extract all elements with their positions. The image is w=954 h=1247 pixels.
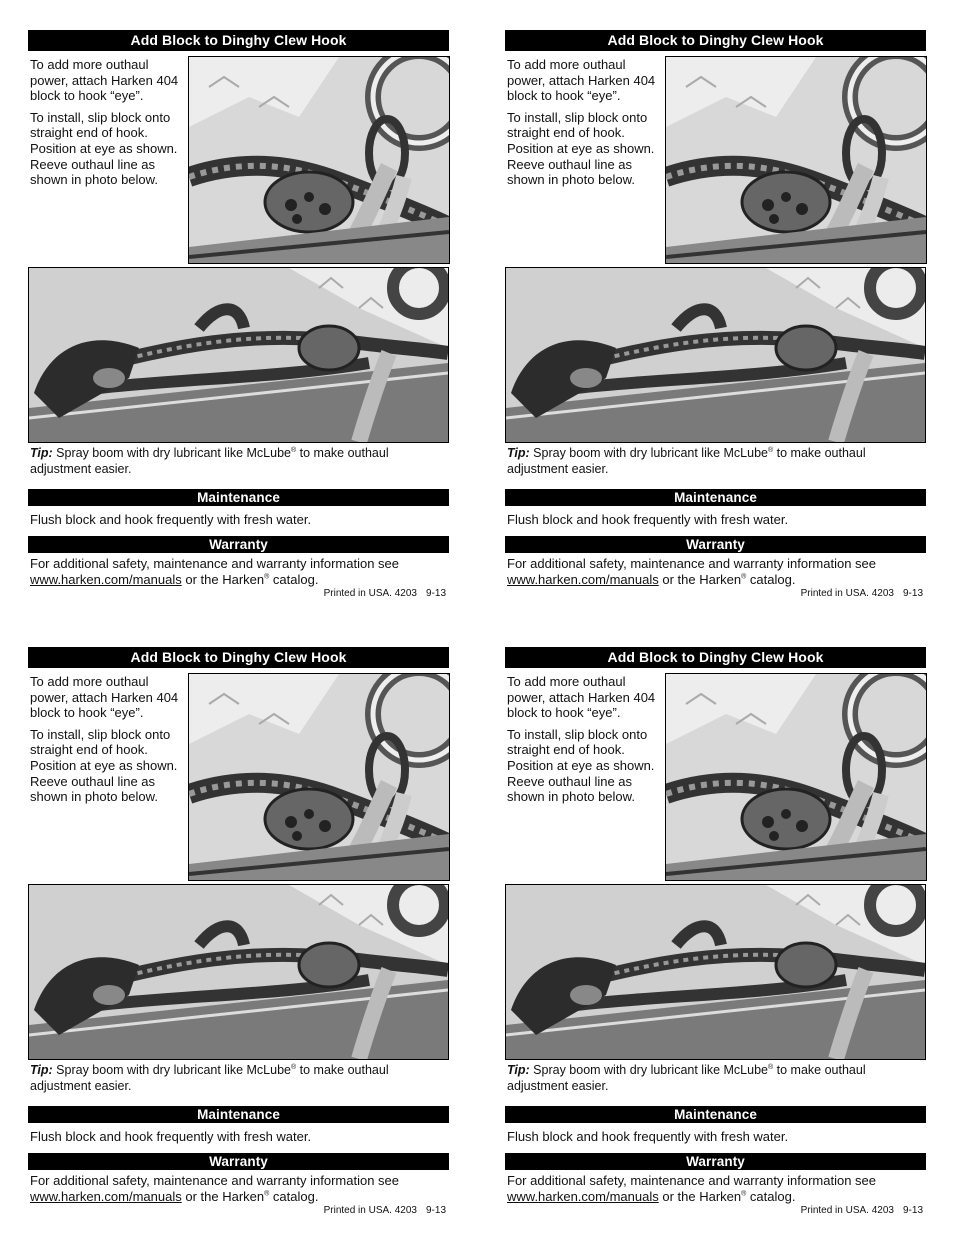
tip-body-a: Spray boom with dry lubricant like McLube (529, 446, 768, 460)
warranty-body-b: or the Harken (181, 571, 265, 587)
printed-in-usa: Printed in USA. 4203 (323, 1205, 417, 1216)
maintenance-text: Flush block and hook frequently with fresh water. (30, 512, 312, 527)
warranty-body-c: catalog. (269, 1188, 319, 1204)
section-header-add-block: Add Block to Dinghy Clew Hook (505, 30, 926, 51)
manuals-link[interactable]: www.harken.com/manuals (507, 1188, 659, 1204)
registered-mark: ® (768, 1063, 774, 1071)
warranty-text (507, 1173, 925, 1204)
tip-body-a: Spray boom with dry lubricant like McLube (52, 1063, 291, 1077)
instruction-card (505, 647, 926, 1247)
intro-paragraph-1: To add more outhaul power, attach Harken 404 block to hook “eye”. (507, 57, 656, 104)
intro-paragraph-1: To add more outhaul power, attach Harken 404 block to hook “eye”. (30, 674, 179, 721)
section-header-warranty: Warranty (505, 1153, 926, 1170)
block-on-hook-photo (188, 56, 450, 264)
warranty-body-a: For additional safety, maintenance and warranty information see (507, 1173, 877, 1188)
tip-label: Tip: (507, 1063, 530, 1077)
warranty-body-a: For additional safety, maintenance and warranty information see (507, 556, 877, 571)
warranty-body-a: For additional safety, maintenance and warranty information see (30, 556, 400, 571)
intro-text (507, 57, 659, 194)
date-code: 9-13 (425, 1205, 446, 1216)
printed-in-usa: Printed in USA. 4203 (800, 1205, 894, 1216)
tip-text (30, 1063, 448, 1094)
tip-label: Tip: (507, 446, 530, 460)
intro-text (507, 674, 659, 811)
warranty-text (30, 556, 448, 587)
section-header-add-block: Add Block to Dinghy Clew Hook (28, 30, 449, 51)
tip-label: Tip: (30, 446, 53, 460)
warranty-text (30, 1173, 448, 1204)
registered-mark: ® (291, 446, 297, 454)
section-header-maintenance: Maintenance (28, 489, 449, 506)
section-header-add-block: Add Block to Dinghy Clew Hook (505, 647, 926, 668)
intro-paragraph-2: To install, slip block onto straight end of hook. Position at eye as shown. Reeve outhaul line as shown in photo below. (30, 109, 178, 188)
manuals-link[interactable]: www.harken.com/manuals (507, 571, 659, 587)
date-code: 9-13 (425, 588, 446, 599)
printed-in-usa: Printed in USA. 4203 (323, 588, 417, 599)
tip-body-b: to make outhaul adjustment easier. (30, 446, 389, 476)
intro-paragraph-2: To install, slip block onto straight end of hook. Position at eye as shown. Reeve outhaul line as shown in photo below. (30, 726, 178, 805)
block-on-hook-photo (665, 56, 927, 264)
registered-mark: ® (291, 1063, 297, 1071)
maintenance-text: Flush block and hook frequently with fresh water. (507, 512, 789, 527)
date-code: 9-13 (902, 1205, 923, 1216)
warranty-body-c: catalog. (746, 1188, 796, 1204)
warranty-body-a: For additional safety, maintenance and warranty information see (30, 1173, 400, 1188)
intro-paragraph-2: To install, slip block onto straight end of hook. Position at eye as shown. Reeve outhaul line as shown in photo below. (507, 726, 655, 805)
block-on-hook-photo (665, 673, 927, 881)
section-header-add-block: Add Block to Dinghy Clew Hook (28, 647, 449, 668)
warranty-body-c: catalog. (746, 571, 796, 587)
registered-mark: ® (264, 1190, 270, 1198)
reeved-outhaul-photo (505, 884, 926, 1060)
section-header-maintenance: Maintenance (28, 1106, 449, 1123)
warranty-body-b: or the Harken (658, 1188, 742, 1204)
warranty-body-b: or the Harken (181, 1188, 265, 1204)
print-info (801, 588, 923, 599)
tip-label: Tip: (30, 1063, 53, 1077)
block-on-hook-photo (188, 673, 450, 881)
tip-text (30, 446, 448, 477)
print-info (324, 1205, 446, 1216)
printed-in-usa: Printed in USA. 4203 (800, 588, 894, 599)
intro-text (30, 57, 182, 194)
instruction-card (505, 30, 926, 630)
manuals-link[interactable]: www.harken.com/manuals (30, 571, 182, 587)
section-header-warranty: Warranty (28, 1153, 449, 1170)
intro-paragraph-1: To add more outhaul power, attach Harken 404 block to hook “eye”. (507, 674, 656, 721)
reeved-outhaul-photo (28, 267, 449, 443)
registered-mark: ® (741, 1190, 747, 1198)
tip-body-b: to make outhaul adjustment easier. (507, 446, 866, 476)
section-header-maintenance: Maintenance (505, 1106, 926, 1123)
warranty-body-c: catalog. (269, 571, 319, 587)
print-info (324, 588, 446, 599)
reeved-outhaul-photo (505, 267, 926, 443)
registered-mark: ® (741, 573, 747, 581)
intro-paragraph-1: To add more outhaul power, attach Harken 404 block to hook “eye”. (30, 57, 179, 104)
maintenance-text: Flush block and hook frequently with fresh water. (30, 1129, 312, 1144)
intro-text (30, 674, 182, 811)
warranty-text (507, 556, 925, 587)
section-header-warranty: Warranty (28, 536, 449, 553)
tip-body-b: to make outhaul adjustment easier. (507, 1063, 866, 1093)
tip-body-a: Spray boom with dry lubricant like McLube (529, 1063, 768, 1077)
instruction-card (28, 30, 449, 630)
intro-paragraph-2: To install, slip block onto straight end of hook. Position at eye as shown. Reeve outhaul line as shown in photo below. (507, 109, 655, 188)
registered-mark: ® (264, 573, 270, 581)
tip-text (507, 1063, 925, 1094)
instruction-card (28, 647, 449, 1247)
tip-body-b: to make outhaul adjustment easier. (30, 1063, 389, 1093)
date-code: 9-13 (902, 588, 923, 599)
manuals-link[interactable]: www.harken.com/manuals (30, 1188, 182, 1204)
maintenance-text: Flush block and hook frequently with fresh water. (507, 1129, 789, 1144)
section-header-warranty: Warranty (505, 536, 926, 553)
registered-mark: ® (768, 446, 774, 454)
reeved-outhaul-photo (28, 884, 449, 1060)
print-info (801, 1205, 923, 1216)
tip-body-a: Spray boom with dry lubricant like McLube (52, 446, 291, 460)
section-header-maintenance: Maintenance (505, 489, 926, 506)
tip-text (507, 446, 925, 477)
warranty-body-b: or the Harken (658, 571, 742, 587)
